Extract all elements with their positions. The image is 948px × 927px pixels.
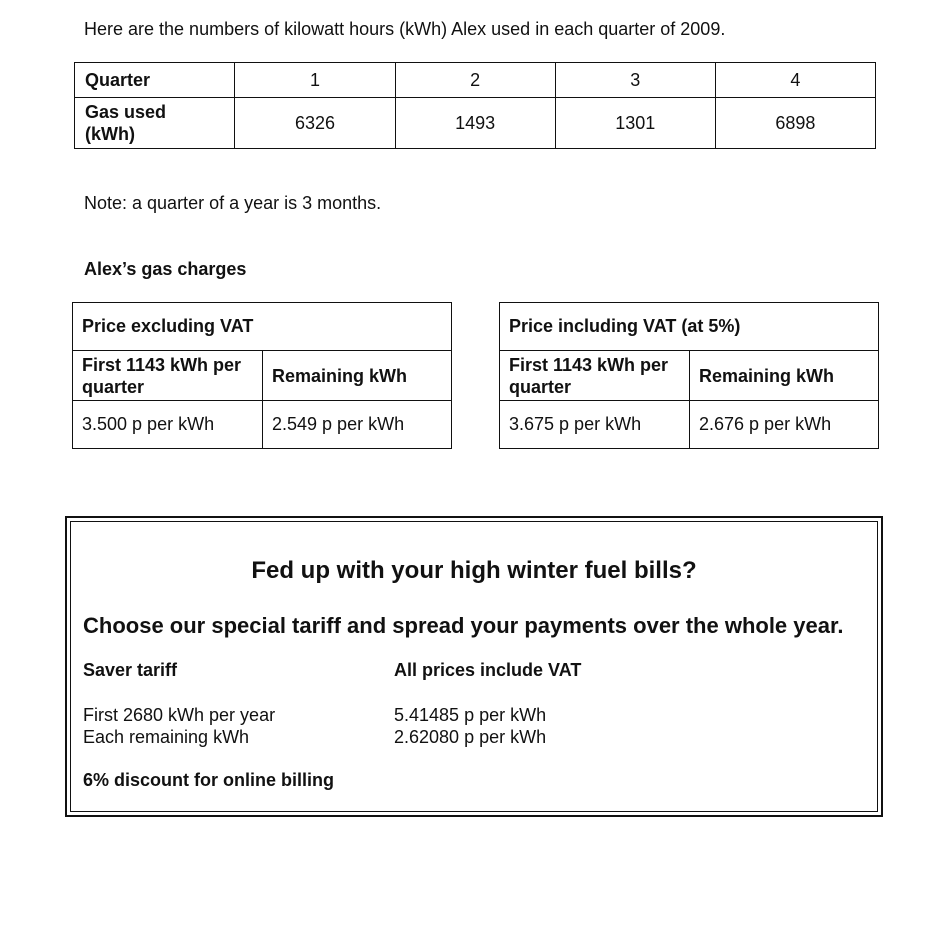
rate-labels — [83, 704, 275, 748]
header-line1: First 1143 kWh per — [82, 354, 242, 375]
rate-value: 2.62080 p per kWh — [394, 727, 547, 747]
quarter-cell: 3 — [555, 63, 715, 98]
price-ex-first-header — [73, 351, 263, 401]
gas-used-label-line1: Gas used — [85, 102, 167, 122]
intro-text: Here are the numbers of kilowatt hours (kWh) Alex used in each quarter of 2009. — [84, 19, 726, 39]
advert-subheadline: Choose our special tariff and spread your payments over the whole year. — [83, 613, 844, 638]
header-line2: quarter — [509, 376, 572, 397]
price-inc-remaining-value: 2.676 p per kWh — [690, 401, 879, 449]
rate-value: 5.41485 p per kWh — [394, 705, 547, 725]
rate-label: First 2680 kWh per year — [83, 705, 276, 725]
note-text: Note: a quarter of a year is 3 months. — [84, 193, 382, 213]
price-excluding-vat-table — [72, 302, 452, 449]
charges-heading: Alex’s gas charges — [84, 259, 247, 279]
price-inc-first-value: 3.675 p per kWh — [500, 401, 690, 449]
quarter-cell: 1 — [235, 63, 395, 98]
price-ex-remaining-header: Remaining kWh — [263, 351, 452, 401]
header-line1: First 1143 kWh per — [509, 354, 669, 375]
rate-label: Each remaining kWh — [83, 727, 250, 747]
price-ex-title: Price excluding VAT — [73, 303, 452, 351]
price-inc-title: Price including VAT (at 5%) — [500, 303, 879, 351]
header-line2: quarter — [82, 376, 145, 397]
gas-used-label — [75, 98, 235, 149]
vat-note: All prices include VAT — [394, 660, 582, 680]
price-ex-remaining-value: 2.549 p per kWh — [263, 401, 452, 449]
rate-values — [394, 704, 546, 748]
gas-used-row — [75, 98, 876, 149]
gas-used-cell: 6326 — [235, 98, 395, 149]
price-including-vat-table — [499, 302, 879, 449]
gas-usage-table — [74, 62, 876, 149]
quarter-row — [75, 63, 876, 98]
quarter-cell: 2 — [395, 63, 555, 98]
online-discount: 6% discount for online billing — [83, 770, 334, 790]
gas-used-cell: 1301 — [555, 98, 715, 149]
gas-used-cell: 6898 — [715, 98, 875, 149]
tariff-name: Saver tariff — [83, 660, 178, 680]
price-inc-remaining-header: Remaining kWh — [690, 351, 879, 401]
gas-used-label-line2: (kWh) — [85, 124, 135, 144]
price-ex-first-value: 3.500 p per kWh — [73, 401, 263, 449]
price-inc-first-header — [500, 351, 690, 401]
quarter-cell: 4 — [715, 63, 875, 98]
gas-used-cell: 1493 — [395, 98, 555, 149]
advert-headline: Fed up with your high winter fuel bills? — [251, 557, 697, 584]
quarter-label: Quarter — [75, 63, 235, 98]
